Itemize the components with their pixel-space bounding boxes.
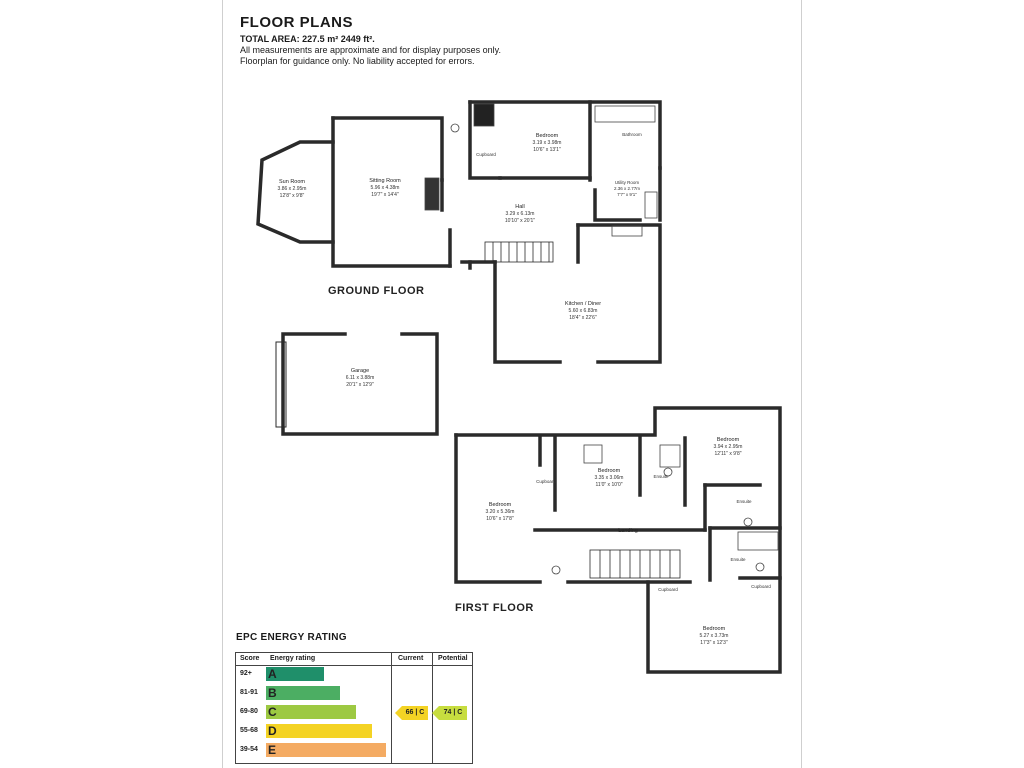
dim-utility-metric: 2.36 x 2.77m xyxy=(613,186,641,191)
label-garage: Garage xyxy=(350,368,370,374)
epc-band-range: 81-91 xyxy=(240,689,258,696)
epc-band-c xyxy=(240,705,356,719)
dim-sitting-room-imperial: 19'7" x 14'4" xyxy=(371,192,399,198)
dim-ff-bedroom-left-imperial: 10'6" x 17'8" xyxy=(486,516,514,522)
label-ff-cupboard-a: Cupboard xyxy=(658,587,678,592)
dim-kitchen-metric: 5.60 x 6.83m xyxy=(568,308,598,314)
label-gf-bedroom: Bedroom xyxy=(535,133,559,139)
epc-band-range: 55-68 xyxy=(240,727,258,734)
epc-potential-badge: 74 | C xyxy=(439,706,467,720)
epc-col-potential: Potential xyxy=(438,655,468,662)
first-stairs xyxy=(590,550,680,578)
dim-ff-bedroom-right-metric: 3.94 x 2.95m xyxy=(713,444,743,450)
page-title: FLOOR PLANS xyxy=(240,14,353,31)
epc-title: EPC ENERGY RATING xyxy=(236,632,347,643)
sun-room-walls xyxy=(258,142,333,242)
dim-sun-room-metric: 3.86 x 2.95m xyxy=(277,186,307,192)
dim-gf-bedroom-imperial: 10'6" x 13'1" xyxy=(533,147,561,153)
dim-ff-bedroom-main-metric: 5.27 x 3.73m xyxy=(699,633,729,639)
disclaimer-line-1: All measurements are approximate and for display purposes only. xyxy=(240,45,501,55)
epc-table xyxy=(235,652,473,764)
label-ff-ensuite-right: Ensuite xyxy=(736,499,752,504)
epc-band-range: 69-80 xyxy=(240,708,258,715)
label-utility-room: Utility Room xyxy=(614,180,640,185)
dim-sitting-room-metric: 5.96 x 4.38m xyxy=(370,185,400,191)
disclaimer-line-2: Floorplan for guidance only. No liability accepted for errors. xyxy=(240,56,475,66)
epc-band-e xyxy=(240,743,386,757)
epc-band-range: 39-54 xyxy=(240,746,258,753)
dim-ff-bedroom-mid-imperial: 11'0" x 10'0" xyxy=(595,482,623,488)
epc-band-d xyxy=(240,724,372,738)
epc-header-row xyxy=(236,653,472,666)
epc-band-a xyxy=(240,667,324,681)
label-ff-bedroom-main: Bedroom xyxy=(702,626,726,632)
dim-utility-imperial: 7'7" x 9'1" xyxy=(617,192,637,197)
label-landing: Landing xyxy=(618,528,638,534)
label-ff-cupboard-b: Cupboard xyxy=(751,584,771,589)
label-kitchen: Kitchen / Diner xyxy=(564,301,602,307)
label-ff-bedroom-mid: Bedroom xyxy=(597,468,621,474)
label-ff-bedroom-right: Bedroom xyxy=(716,437,740,443)
dim-ff-bedroom-main-imperial: 17'3" x 12'3" xyxy=(700,640,728,646)
dim-kitchen-imperial: 18'4" x 22'6" xyxy=(569,315,597,321)
bath-fixture xyxy=(595,106,655,122)
dim-ff-bedroom-right-imperial: 12'11" x 9'8" xyxy=(714,451,742,457)
label-gf-cupboard: Cupboard xyxy=(476,152,496,157)
label-ff-bedroom-left: Bedroom xyxy=(488,502,512,508)
epc-band-letter: D xyxy=(268,724,277,738)
epc-col-rating: Energy rating xyxy=(270,655,316,662)
label-ff-ensuite-lower: Ensuite xyxy=(730,557,746,562)
dim-sun-room-imperial: 12'8" x 9'8" xyxy=(279,193,305,199)
dim-hall-metric: 3.29 x 6.13m xyxy=(505,211,535,217)
fireplace xyxy=(425,178,439,210)
epc-col-current: Current xyxy=(398,655,424,662)
epc-divider-1 xyxy=(391,653,392,763)
label-gf-bathroom: Bathroom xyxy=(622,132,642,137)
label-hall: Hall xyxy=(515,204,525,210)
dim-garage-metric: 6.11 x 3.88m xyxy=(345,375,375,381)
epc-band-letter: C xyxy=(268,705,277,719)
label-ff-ensuite-mid: Ensuite xyxy=(653,474,669,479)
label-sitting-room: Sitting Room xyxy=(369,178,401,184)
dim-ff-bedroom-mid-metric: 3.35 x 3.06m xyxy=(594,475,624,481)
epc-col-score: Score xyxy=(240,655,260,662)
dim-ff-bedroom-left-metric: 3.20 x 5.36m xyxy=(485,509,515,515)
dim-garage-imperial: 20'1" x 12'9" xyxy=(346,382,374,388)
epc-band-letter: B xyxy=(268,686,277,700)
epc-band-range: 92+ xyxy=(240,670,252,677)
ground-stairs xyxy=(485,242,553,262)
epc-current-badge: 66 | C xyxy=(402,706,428,720)
dim-gf-bedroom-metric: 3.19 x 3.98m xyxy=(532,140,562,146)
label-sun-room: Sun Room xyxy=(279,179,305,185)
dim-hall-imperial: 10'10" x 20'1" xyxy=(504,218,536,224)
label-ff-cupboard-left: Cupboard xyxy=(536,479,556,484)
epc-band-b xyxy=(240,686,340,700)
ground-floor-heading: GROUND FLOOR xyxy=(328,285,425,297)
total-area: TOTAL AREA: 227.5 m² 2449 ft². xyxy=(240,34,375,44)
first-floor-heading: FIRST FLOOR xyxy=(455,602,534,614)
epc-band-letter: E xyxy=(268,743,277,757)
epc-band-letter: A xyxy=(268,667,277,681)
